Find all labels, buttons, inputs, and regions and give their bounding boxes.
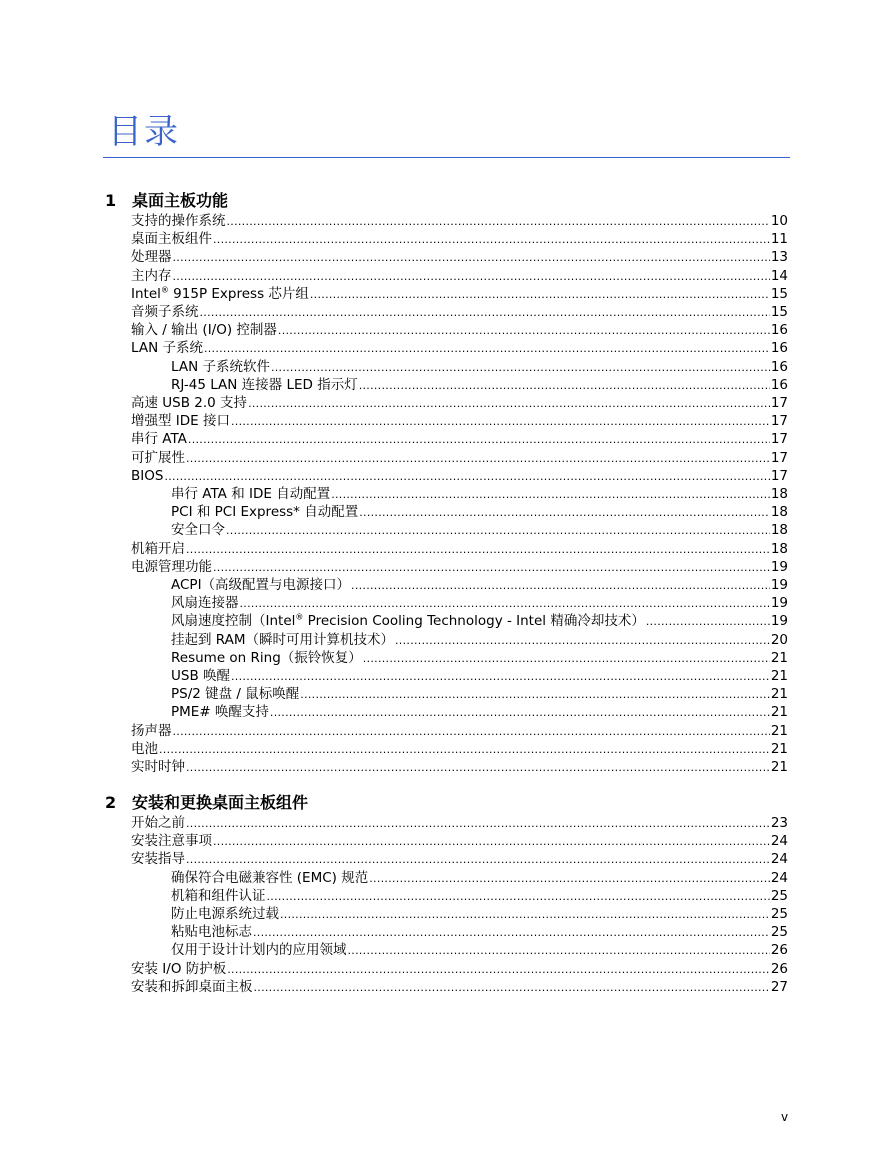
toc-entry[interactable]: [131, 449, 788, 467]
toc-entry-page: 24: [770, 869, 788, 886]
toc-entry-page: 26: [770, 942, 788, 959]
toc-entry-label: 开始之前: [131, 815, 185, 831]
toc-entry-label: 扬声器: [131, 722, 172, 739]
toc-entry-page: 19: [770, 577, 788, 593]
registered-mark: ®: [295, 612, 304, 622]
toc-entry[interactable]: [131, 267, 788, 285]
toc-entry-page: 21: [770, 722, 788, 739]
toc-entry-label: 支持的操作系统: [131, 213, 226, 229]
toc-entry-label: 电源管理功能: [131, 558, 212, 575]
toc-entry-label: 确保符合电磁兼容性 (EMC) 规范: [171, 869, 369, 886]
toc-entry[interactable]: [171, 667, 788, 685]
toc-entry-page: 27: [770, 978, 788, 995]
toc-entry-label: 增强型 IDE 接口: [131, 413, 230, 430]
dot-leader: [226, 522, 770, 540]
toc-entry-label: 主内存: [131, 267, 172, 284]
dot-leader: [186, 851, 770, 869]
toc-entry[interactable]: [131, 740, 788, 758]
toc-entry-label: PCI 和 PCI Express* 自动配置: [171, 504, 359, 521]
toc-entry-label: Intel® 915P Express 芯片组: [131, 285, 309, 302]
dot-leader: [254, 979, 770, 997]
toc-entry-label: 仅用于设计计划内的应用领域: [171, 942, 347, 959]
toc-entry-page: 18: [770, 486, 788, 502]
toc-entry-page: 18: [770, 504, 788, 521]
toc-entry-page: 17: [770, 467, 788, 484]
dot-leader: [231, 413, 770, 431]
dot-leader: [173, 723, 770, 741]
dot-leader: [271, 359, 770, 377]
toc-entry-page: 24: [770, 851, 788, 868]
toc-entry-label: 串行 ATA 和 IDE 自动配置: [171, 486, 331, 502]
dot-leader: [270, 704, 770, 722]
toc-entry-label: PS/2 键盘 / 鼠标唤醒: [171, 686, 300, 703]
toc-entry[interactable]: [131, 248, 788, 266]
dot-leader: [359, 377, 770, 395]
toc-entry-page: 21: [770, 686, 788, 703]
dot-leader: [231, 668, 770, 686]
dot-leader: [213, 833, 770, 851]
toc-entry-label: 机箱和组件认证: [171, 887, 266, 904]
toc-entry-page: 19: [770, 595, 788, 612]
toc-entry[interactable]: [131, 978, 788, 996]
toc-entry[interactable]: [131, 758, 788, 776]
toc-entry-label: 高速 USB 2.0 支持: [131, 395, 248, 411]
dot-leader: [278, 322, 770, 340]
dot-leader: [351, 577, 770, 595]
toc-entry[interactable]: [131, 558, 788, 576]
dot-leader: [173, 268, 770, 286]
toc-entry-page: 14: [770, 267, 788, 284]
toc-entry[interactable]: [171, 503, 788, 521]
toc-entry-label: 挂起到 RAM（瞬时可用计算机技术）: [171, 631, 395, 648]
toc-entry-label: 安装指导: [131, 851, 185, 868]
toc-entry[interactable]: [131, 321, 788, 339]
toc-entry-page: 17: [770, 431, 788, 448]
dot-leader: [280, 906, 770, 924]
toc-entry-label: 可扩展性: [131, 449, 185, 466]
toc-entry-page: 15: [770, 285, 788, 302]
toc-entry-page: 20: [770, 631, 788, 648]
chapter-number: 2: [105, 793, 117, 812]
dot-leader: [213, 559, 770, 577]
page-title: 目录: [108, 112, 180, 152]
dot-leader: [227, 961, 770, 979]
toc-entry-page: 17: [770, 395, 788, 411]
dot-leader: [204, 340, 770, 358]
dot-leader: [348, 942, 770, 960]
dot-leader: [186, 759, 770, 777]
toc-entry-page: 25: [770, 887, 788, 904]
toc-entry-label: LAN 子系统: [131, 340, 203, 357]
toc-entry-label: 串行 ATA: [131, 431, 187, 448]
toc-entry-label: 安装和拆卸桌面主板: [131, 978, 253, 995]
toc-entry-page: 13: [770, 249, 788, 266]
toc-entry-page: 19: [770, 613, 788, 630]
toc-entry[interactable]: [131, 339, 788, 357]
toc-entry-page: 10: [770, 213, 788, 229]
dot-leader: [164, 468, 769, 486]
dot-leader: [300, 686, 770, 704]
toc-entry[interactable]: [171, 869, 788, 887]
toc-entry-label: RJ-45 LAN 连接器 LED 指示灯: [171, 376, 358, 393]
toc-entry-page: 25: [770, 906, 788, 922]
toc-entry[interactable]: [131, 850, 788, 868]
chapter-heading[interactable]: [105, 790, 790, 813]
toc-entry-page: 24: [770, 833, 788, 850]
toc-entry-page: 11: [770, 231, 788, 248]
toc-entry-label: 风扇连接器: [171, 595, 239, 612]
toc-entry-label: 桌面主板组件: [131, 231, 212, 248]
chapter-heading[interactable]: [105, 188, 790, 211]
dot-leader: [186, 541, 770, 559]
toc-entry[interactable]: [131, 412, 788, 430]
dot-leader: [213, 231, 770, 249]
dot-leader: [186, 815, 770, 833]
toc-entry-page: 23: [770, 815, 788, 831]
toc-entry[interactable]: [171, 685, 788, 703]
toc-entry[interactable]: [171, 576, 788, 594]
toc-entry-label: 安装 I/O 防护板: [131, 960, 227, 977]
dot-leader: [310, 286, 770, 304]
dot-leader: [646, 613, 770, 631]
toc-entry-page: 21: [770, 740, 788, 757]
toc-entry-label: 输入 / 输出 (I/O) 控制器: [131, 322, 277, 339]
toc-entry-page: 17: [770, 413, 788, 430]
toc-entry-page: 16: [770, 340, 788, 357]
toc-entry-label: Resume on Ring（振铃恢复）: [171, 649, 362, 666]
toc-entry[interactable]: [171, 887, 788, 905]
dot-leader: [240, 595, 770, 613]
dot-leader: [248, 395, 770, 413]
toc-entry[interactable]: [171, 521, 788, 539]
toc-entry[interactable]: [171, 703, 788, 721]
toc-entry-label: PME# 唤醒支持: [171, 704, 269, 721]
toc-entry[interactable]: [131, 814, 788, 832]
toc-entry-page: 21: [770, 759, 788, 775]
toc-entry-page: 16: [770, 376, 788, 393]
dot-leader: [331, 486, 770, 504]
toc-entry[interactable]: [131, 960, 788, 978]
toc-entry[interactable]: [131, 832, 788, 850]
toc-entry[interactable]: [171, 485, 788, 503]
toc-entry-label: USB 唤醒: [171, 668, 231, 684]
toc-entry[interactable]: [131, 230, 788, 248]
toc-entry[interactable]: [131, 722, 788, 740]
toc-entry[interactable]: [171, 594, 788, 612]
toc-entry-label: LAN 子系统软件: [171, 358, 270, 375]
toc-entry-page: 18: [770, 540, 788, 557]
dot-leader: [363, 650, 770, 668]
dot-leader: [395, 632, 770, 650]
toc-entry-label: 处理器: [131, 249, 172, 266]
toc-entry-label: ACPI（高级配置与电源接口）: [171, 577, 351, 593]
title-divider: [103, 157, 790, 158]
toc-entry[interactable]: [131, 394, 788, 412]
page-number: v: [781, 1110, 789, 1124]
toc-entry-page: 26: [770, 960, 788, 977]
toc-entry-page: 18: [770, 522, 788, 539]
toc-entry[interactable]: [131, 285, 788, 303]
toc-entry-page: 25: [770, 924, 788, 941]
toc-entry[interactable]: [171, 376, 788, 394]
toc-entry-page: 21: [770, 649, 788, 666]
toc-entry-label: 音频子系统: [131, 304, 199, 320]
dot-leader: [186, 450, 770, 468]
toc-entry[interactable]: [171, 612, 788, 630]
toc-entry-label: 电池: [131, 740, 158, 757]
toc-entry-page: 16: [770, 322, 788, 339]
toc-entry[interactable]: [171, 649, 788, 667]
toc-entry-label: 安全口令: [171, 522, 225, 539]
dot-leader: [253, 924, 770, 942]
toc-entry-label: 粘贴电池标志: [171, 924, 252, 941]
toc-entry[interactable]: [171, 358, 788, 376]
chapter-title: 桌面主板功能: [132, 191, 229, 210]
chapter-number: 1: [105, 191, 117, 210]
toc-entry-page: 21: [770, 668, 788, 684]
toc-entry[interactable]: [171, 923, 788, 941]
dot-leader: [227, 213, 770, 231]
chapter-title: 安装和更换桌面主板组件: [132, 793, 309, 812]
toc-entry[interactable]: [131, 303, 788, 321]
toc-entry-label: BIOS: [131, 467, 164, 484]
dot-leader: [200, 304, 770, 322]
toc-entry-label: 风扇速度控制（Intel® Precision Cooling Technology - Intel 精确冷却技术）: [171, 612, 645, 630]
dot-leader: [173, 249, 770, 267]
toc-entry[interactable]: [171, 941, 788, 959]
registered-mark: ®: [160, 285, 169, 295]
toc-entry-label: 安装注意事项: [131, 833, 212, 850]
toc-entry-page: 21: [770, 704, 788, 721]
dot-leader: [267, 888, 770, 906]
toc-entry[interactable]: [131, 467, 788, 485]
dot-leader: [159, 741, 770, 759]
toc-entry-label: 防止电源系统过载: [171, 906, 279, 922]
toc-entry[interactable]: [171, 631, 788, 649]
toc-entry-label: 机箱开启: [131, 540, 185, 557]
dot-leader: [188, 431, 770, 449]
toc-entry-page: 15: [770, 304, 788, 320]
toc-entry-page: 16: [770, 358, 788, 375]
toc-entry-page: 17: [770, 449, 788, 466]
toc-entry[interactable]: [131, 430, 788, 448]
dot-leader: [369, 870, 770, 888]
dot-leader: [359, 504, 770, 522]
toc-entry[interactable]: [171, 905, 788, 923]
toc-entry-page: 19: [770, 558, 788, 575]
toc-entry-label: 实时时钟: [131, 759, 185, 775]
toc-entry[interactable]: [131, 212, 788, 230]
toc-entry[interactable]: [131, 540, 788, 558]
